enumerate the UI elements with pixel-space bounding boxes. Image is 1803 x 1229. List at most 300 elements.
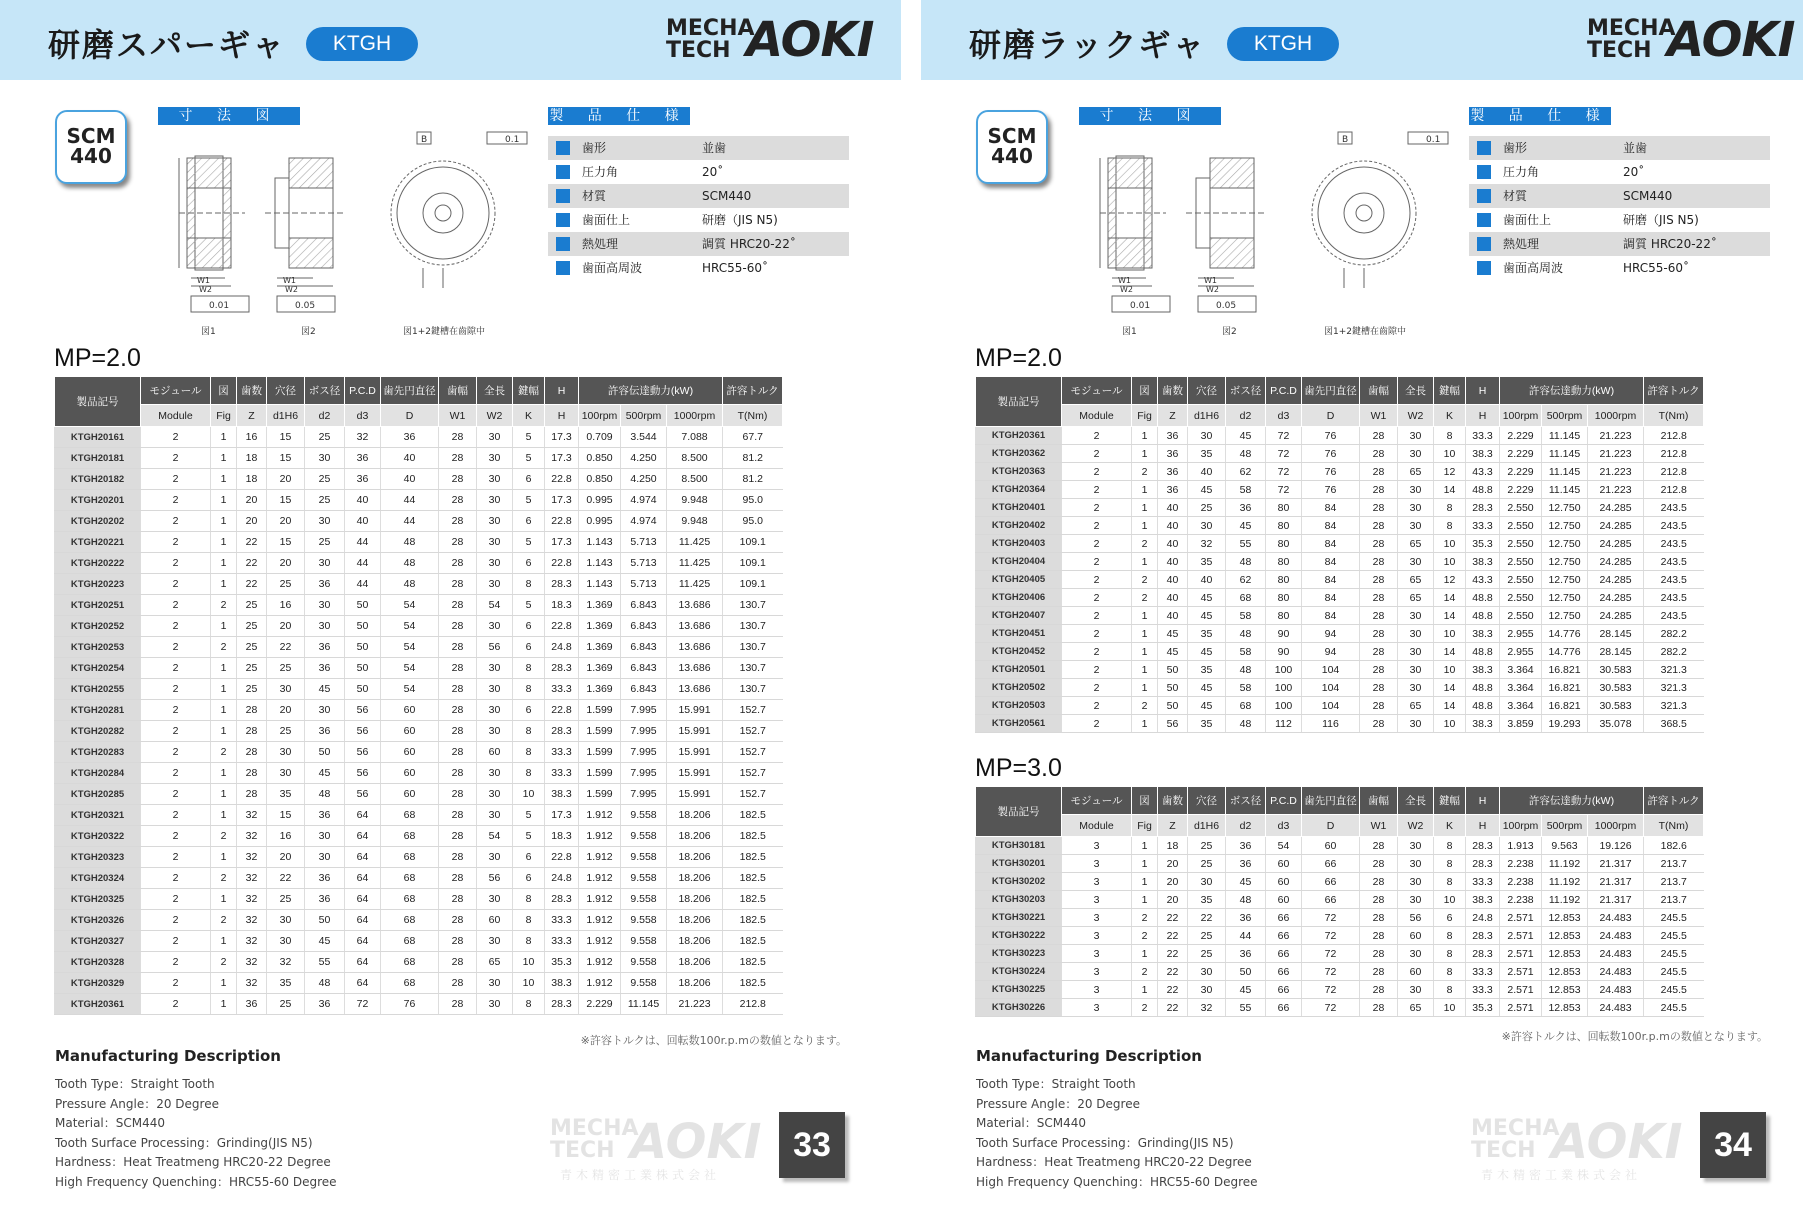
th-top: 穴径 [267, 377, 305, 405]
product-code: KTGH20221 [55, 532, 141, 553]
cell: 30 [1398, 427, 1434, 445]
cell: 66 [1266, 963, 1302, 981]
table-row[interactable] [976, 981, 1704, 999]
table-row[interactable] [976, 999, 1704, 1017]
cell: 32 [237, 910, 267, 931]
product-code: KTGH30181 [976, 837, 1062, 855]
cell: 2 [141, 784, 211, 805]
cell: 28 [439, 868, 477, 889]
cell: 14 [1434, 679, 1466, 697]
table-row[interactable] [55, 994, 783, 1015]
cell: 24.483 [1588, 945, 1644, 963]
fig1-caption: 図1 [201, 327, 216, 337]
page-number: 33 [779, 1112, 845, 1178]
cell: 6.843 [621, 595, 667, 616]
cell: 2 [141, 994, 211, 1015]
cell: 45 [305, 679, 345, 700]
th-top: モジュール [141, 377, 211, 405]
cell: 36 [1226, 837, 1266, 855]
cell: 2.571 [1500, 963, 1542, 981]
table-row[interactable] [55, 700, 783, 721]
th-top: 許容トルク [1644, 787, 1704, 815]
table-row[interactable] [976, 535, 1704, 553]
cell: 21.223 [1588, 445, 1644, 463]
cell: 24.285 [1588, 553, 1644, 571]
table-row[interactable] [976, 517, 1704, 535]
cell: 8 [513, 910, 545, 931]
cell: 56 [1398, 909, 1434, 927]
table-row[interactable] [55, 553, 783, 574]
cell: 1.369 [579, 658, 621, 679]
table-row[interactable] [55, 427, 783, 448]
bullet-square-icon [1477, 189, 1491, 203]
table-row[interactable] [55, 889, 783, 910]
cell: 2 [1132, 463, 1158, 481]
cell: 11.145 [1542, 463, 1588, 481]
cell: 20 [1158, 873, 1188, 891]
th-top: H [545, 377, 579, 405]
cell: 40 [1158, 553, 1188, 571]
cell: 28 [439, 847, 477, 868]
cell: 1.912 [579, 868, 621, 889]
table-row[interactable] [55, 616, 783, 637]
cell: 243.5 [1644, 535, 1704, 553]
cell: 30 [305, 826, 345, 847]
cell: 2 [141, 511, 211, 532]
cell: 22.8 [545, 553, 579, 574]
cell: 28.145 [1588, 625, 1644, 643]
cell: 56 [345, 742, 381, 763]
cell: 32 [1188, 999, 1226, 1017]
fig3-caption: 図1+2鍵槽在齒隙中 [1324, 327, 1406, 337]
cell: 28 [439, 763, 477, 784]
cell: 2 [141, 805, 211, 826]
cell: 243.5 [1644, 607, 1704, 625]
cell: 3 [1062, 927, 1132, 945]
cell: 54 [477, 595, 513, 616]
table-row[interactable] [976, 607, 1704, 625]
table-row[interactable] [976, 873, 1704, 891]
table-row[interactable] [976, 891, 1704, 909]
cell: 2.955 [1500, 643, 1542, 661]
cell: 32 [237, 847, 267, 868]
svg-text:B: B [421, 135, 428, 145]
cell: 64 [345, 910, 381, 931]
bullet-square-icon [556, 165, 570, 179]
table-row[interactable] [976, 963, 1704, 981]
cell: 18.206 [667, 931, 723, 952]
tol1: 0.01 [209, 301, 230, 311]
table-row[interactable] [55, 952, 783, 973]
cell: 17.3 [545, 805, 579, 826]
table-row[interactable] [55, 868, 783, 889]
table-row[interactable] [976, 481, 1704, 499]
cell: 28.3 [545, 889, 579, 910]
cell: 12.853 [1542, 981, 1588, 999]
cell: 8 [1434, 855, 1466, 873]
cell: 5 [513, 448, 545, 469]
cell: 213.7 [1644, 873, 1704, 891]
table-row[interactable] [55, 511, 783, 532]
product-code: KTGH20283 [55, 742, 141, 763]
cell: 182.5 [723, 952, 783, 973]
cell: 68 [381, 847, 439, 868]
cell: 11.192 [1542, 855, 1588, 873]
th-top: 図 [1132, 377, 1158, 405]
cell: 35.3 [1466, 535, 1500, 553]
cell: 50 [305, 910, 345, 931]
cell: 245.5 [1644, 927, 1704, 945]
cell: 9.558 [621, 931, 667, 952]
product-code: KTGH20561 [976, 715, 1062, 733]
cell: 48 [1226, 553, 1266, 571]
cell: 30 [1398, 445, 1434, 463]
cell: 30 [267, 679, 305, 700]
cell: 28 [1360, 963, 1398, 981]
product-code: KTGH20328 [55, 952, 141, 973]
table-row[interactable] [976, 837, 1704, 855]
spec-row: 歯面高周波 HRC55-60˚ [548, 256, 849, 280]
table-row[interactable] [55, 574, 783, 595]
table-row[interactable] [55, 658, 783, 679]
cell: 28 [439, 973, 477, 994]
cell: 24.8 [1466, 909, 1500, 927]
table-row[interactable] [55, 742, 783, 763]
cell: 54 [381, 637, 439, 658]
cell: 54 [477, 826, 513, 847]
svg-text:W2: W2 [285, 285, 298, 294]
cell: 2 [141, 574, 211, 595]
cell: 25 [237, 637, 267, 658]
spec-row: 歯面仕上 研磨（JIS N5) [548, 208, 849, 232]
th-top: ボス径 [1226, 787, 1266, 815]
table-row[interactable] [55, 847, 783, 868]
cell: 2 [1062, 607, 1132, 625]
cell: 25 [267, 721, 305, 742]
cell: 72 [1302, 963, 1360, 981]
table-row[interactable] [55, 469, 783, 490]
table-row[interactable] [55, 721, 783, 742]
cell: 43.3 [1466, 463, 1500, 481]
cell: 1 [1132, 679, 1158, 697]
th-top: 歯数 [237, 377, 267, 405]
cell: 245.5 [1644, 945, 1704, 963]
cell: 28 [439, 826, 477, 847]
cell: 28 [1360, 445, 1398, 463]
cell: 58 [1226, 481, 1266, 499]
cell: 84 [1302, 517, 1360, 535]
cell: 45 [1188, 481, 1226, 499]
table-row[interactable] [55, 595, 783, 616]
cell: 21.317 [1588, 855, 1644, 873]
cell: 22 [237, 553, 267, 574]
th-sub: W2 [1398, 405, 1434, 427]
cell: 80 [1266, 535, 1302, 553]
cell: 76 [381, 994, 439, 1015]
cell: 21.223 [1588, 481, 1644, 499]
cell: 22 [267, 637, 305, 658]
table-row[interactable] [976, 909, 1704, 927]
cell: 152.7 [723, 721, 783, 742]
cell: 28 [439, 553, 477, 574]
th-sub: 100rpm [1500, 815, 1542, 837]
cell: 48.8 [1466, 697, 1500, 715]
cell: 48.8 [1466, 589, 1500, 607]
cell: 2 [141, 490, 211, 511]
cell: 1.912 [579, 973, 621, 994]
cell: 8 [1434, 873, 1466, 891]
cell: 28 [237, 721, 267, 742]
table-row[interactable] [55, 931, 783, 952]
cell: 8 [1434, 927, 1466, 945]
cell: 16.821 [1542, 661, 1588, 679]
product-code: KTGH20502 [976, 679, 1062, 697]
cell: 18 [237, 448, 267, 469]
table-row[interactable] [55, 973, 783, 994]
table-row[interactable] [976, 463, 1704, 481]
cell: 3 [1062, 945, 1132, 963]
table-row[interactable] [976, 855, 1704, 873]
dimension-drawing [1086, 118, 1456, 343]
cell: 1.912 [579, 826, 621, 847]
cell: 12.750 [1542, 607, 1588, 625]
tol3: 0.1 [1426, 135, 1441, 145]
table-row[interactable] [976, 945, 1704, 963]
cell: 36 [305, 721, 345, 742]
cell: 32 [267, 952, 305, 973]
cell: 45 [1158, 643, 1188, 661]
table-row[interactable] [976, 643, 1704, 661]
cell: 68 [1226, 697, 1266, 715]
cell: 25 [305, 469, 345, 490]
cell: 22.8 [545, 511, 579, 532]
cell: 60 [381, 721, 439, 742]
series-badge: KTGH [306, 27, 418, 61]
cell: 80 [1266, 517, 1302, 535]
cell: 1 [211, 931, 237, 952]
table-row[interactable] [976, 589, 1704, 607]
cell: 8 [513, 994, 545, 1015]
th-sub: d2 [1226, 815, 1266, 837]
cell: 38.3 [1466, 553, 1500, 571]
cell: 30 [477, 994, 513, 1015]
cell: 28.3 [1466, 855, 1500, 873]
spec-section-label: 製 品 仕 様 [1470, 108, 1610, 124]
cell: 84 [1302, 535, 1360, 553]
table-row[interactable] [976, 625, 1704, 643]
cell: 28.3 [545, 721, 579, 742]
cell: 1 [1132, 715, 1158, 733]
cell: 28 [1360, 927, 1398, 945]
table-row[interactable] [55, 763, 783, 784]
th-sub: D [1302, 815, 1360, 837]
spec-row: 熱処理 調質 HRC20-22˚ [1469, 232, 1770, 256]
product-code: KTGH30226 [976, 999, 1062, 1017]
cell: 30.583 [1588, 697, 1644, 715]
cell: 36 [305, 574, 345, 595]
cell: 1.369 [579, 637, 621, 658]
cell: 72 [345, 994, 381, 1015]
cell: 2.550 [1500, 535, 1542, 553]
fig3-caption: 図1+2鍵槽在齒隙中 [403, 327, 485, 337]
cell: 65 [477, 952, 513, 973]
svg-text:W2: W2 [1206, 285, 1219, 294]
cell: 60 [477, 742, 513, 763]
cell: 8 [513, 574, 545, 595]
cell: 56 [345, 700, 381, 721]
left-page [0, 0, 901, 1229]
cell: 245.5 [1644, 963, 1704, 981]
spec-row: 歯面高周波 HRC55-60˚ [1469, 256, 1770, 280]
th-top: 歯数 [1158, 787, 1188, 815]
cell: 48 [1226, 891, 1266, 909]
cell: 65 [1398, 535, 1434, 553]
cell: 28 [439, 616, 477, 637]
cell: 0.850 [579, 448, 621, 469]
cell: 2 [141, 469, 211, 490]
cell: 2 [141, 637, 211, 658]
table-row[interactable] [976, 571, 1704, 589]
cell: 84 [1302, 571, 1360, 589]
th-top: ボス径 [305, 377, 345, 405]
cell: 18.206 [667, 973, 723, 994]
product-code: KTGH20223 [55, 574, 141, 595]
cell: 30 [477, 490, 513, 511]
cell: 1.599 [579, 721, 621, 742]
cell: 2 [1132, 927, 1158, 945]
svg-text:W1: W1 [1204, 276, 1217, 285]
table-row[interactable] [55, 784, 783, 805]
table-row[interactable] [976, 499, 1704, 517]
cell: 56 [477, 868, 513, 889]
th-top: 歯幅 [439, 377, 477, 405]
cell: 11.145 [621, 994, 667, 1015]
cell: 2.571 [1500, 909, 1542, 927]
table-row[interactable] [55, 679, 783, 700]
table-row[interactable] [976, 715, 1704, 733]
cell: 60 [381, 700, 439, 721]
cell: 2 [141, 448, 211, 469]
cell: 1.912 [579, 910, 621, 931]
table-row[interactable] [55, 637, 783, 658]
cell: 1 [211, 973, 237, 994]
product-code: KTGH20329 [55, 973, 141, 994]
cell: 76 [1302, 445, 1360, 463]
cell: 28 [439, 490, 477, 511]
table-row[interactable] [976, 661, 1704, 679]
table-row[interactable] [55, 532, 783, 553]
table-row[interactable] [55, 448, 783, 469]
th-top: 穴径 [1188, 377, 1226, 405]
bullet-square-icon [1477, 165, 1491, 179]
cell: 30 [1398, 855, 1434, 873]
bullet-square-icon [1477, 213, 1491, 227]
spec-table [54, 376, 783, 1015]
table-row[interactable] [976, 445, 1704, 463]
table-row[interactable] [55, 805, 783, 826]
cell: 60 [1302, 837, 1360, 855]
th-sub: Module [141, 405, 211, 427]
table-row[interactable] [55, 826, 783, 847]
cell: 36 [1226, 499, 1266, 517]
th-top: H [1466, 787, 1500, 815]
page-title: 研磨ラックギャ [969, 26, 1207, 64]
cell: 212.8 [1644, 481, 1704, 499]
cell: 2 [1132, 571, 1158, 589]
cell: 68 [381, 931, 439, 952]
product-code: KTGH20501 [976, 661, 1062, 679]
th-sub: Module [1062, 405, 1132, 427]
table-row[interactable] [976, 553, 1704, 571]
cell: 12.750 [1542, 499, 1588, 517]
cell: 12.750 [1542, 517, 1588, 535]
cell: 4.250 [621, 448, 667, 469]
cell: 2 [141, 679, 211, 700]
table-row[interactable] [55, 490, 783, 511]
cell: 28 [1360, 553, 1398, 571]
product-code: KTGH20405 [976, 571, 1062, 589]
cell: 48 [381, 553, 439, 574]
cell: 1 [211, 490, 237, 511]
th-sub: Module [1062, 815, 1132, 837]
cell: 1.913 [1500, 837, 1542, 855]
cell: 25 [267, 994, 305, 1015]
product-code: KTGH20253 [55, 637, 141, 658]
cell: 15 [267, 427, 305, 448]
cell: 100 [1266, 661, 1302, 679]
cell: 68 [381, 910, 439, 931]
cell: 66 [1266, 945, 1302, 963]
cell: 2 [1062, 463, 1132, 481]
cell: 33.3 [545, 679, 579, 700]
cell: 76 [1302, 463, 1360, 481]
cell: 48 [381, 574, 439, 595]
cell: 2 [141, 931, 211, 952]
cell: 45 [1158, 625, 1188, 643]
cell: 40 [381, 469, 439, 490]
table-row[interactable] [976, 697, 1704, 715]
cell: 28 [439, 427, 477, 448]
cell: 94 [1302, 625, 1360, 643]
cell: 38.3 [1466, 445, 1500, 463]
cell: 2 [1062, 643, 1132, 661]
cell: 10 [1434, 891, 1466, 909]
description-line: Pressure Angle：20 Degree [976, 1096, 1140, 1111]
th-sub: D [1302, 405, 1360, 427]
cell: 243.5 [1644, 517, 1704, 535]
table-row[interactable] [976, 679, 1704, 697]
cell: 33.3 [1466, 517, 1500, 535]
cell: 2 [1062, 661, 1132, 679]
cell: 35 [1188, 625, 1226, 643]
cell: 2.550 [1500, 607, 1542, 625]
table-row[interactable] [55, 910, 783, 931]
th-top: 図 [211, 377, 237, 405]
cell: 36 [345, 469, 381, 490]
product-code: KTGH20255 [55, 679, 141, 700]
th-top: ボス径 [1226, 377, 1266, 405]
cell: 30 [1398, 625, 1434, 643]
cell: 32 [237, 973, 267, 994]
th-sub: Z [1158, 405, 1188, 427]
cell: 2 [1132, 697, 1158, 715]
cell: 20 [267, 700, 305, 721]
cell: 1 [1132, 607, 1158, 625]
table-row[interactable] [976, 927, 1704, 945]
cell: 1 [211, 511, 237, 532]
table-row[interactable] [976, 427, 1704, 445]
product-code: KTGH20361 [976, 427, 1062, 445]
